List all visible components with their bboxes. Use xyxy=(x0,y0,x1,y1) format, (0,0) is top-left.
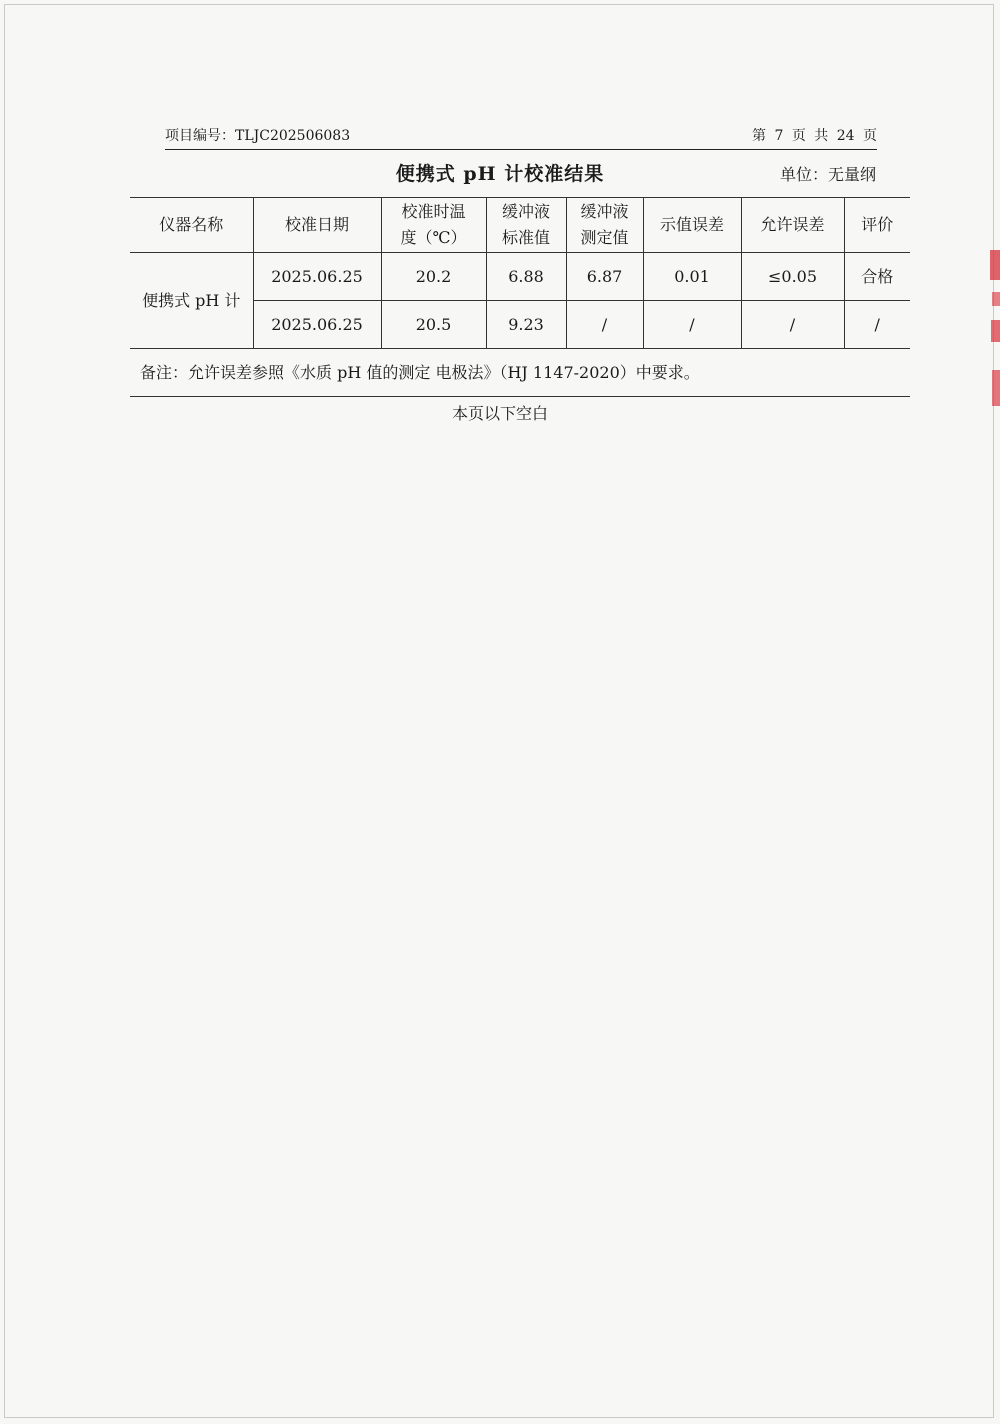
cell-allowed: / xyxy=(741,301,844,349)
cell-standard: 6.88 xyxy=(486,253,566,301)
cell-date: 2025.06.25 xyxy=(253,253,381,301)
project-number: 项目编号：TLJC202506083 xyxy=(165,128,351,144)
cell-temp: 20.5 xyxy=(381,301,486,349)
cell-date: 2025.06.25 xyxy=(253,301,381,349)
cell-measured: 6.87 xyxy=(566,253,643,301)
cell-temp: 20.2 xyxy=(381,253,486,301)
document-title: 便携式 pH 计校准结果 xyxy=(395,163,605,185)
header-error: 示值误差 xyxy=(643,198,741,253)
cell-measured: / xyxy=(566,301,643,349)
header-date: 校准日期 xyxy=(253,198,381,253)
cell-error: 0.01 xyxy=(643,253,741,301)
header-evaluation: 评价 xyxy=(844,198,910,253)
blank-page-notice: 本页以下空白 xyxy=(451,404,548,423)
header-meas-line2: 测定值 xyxy=(580,228,629,247)
remark: 备注：允许误差参照《水质 pH 值的测定 电极法》（HJ 1147-2020）中要求。 xyxy=(130,349,910,397)
page-header xyxy=(165,121,877,150)
table-header-row xyxy=(130,198,910,253)
instrument-name: 便携式 pH 计 xyxy=(130,253,253,349)
header-meas-line1: 缓冲液 xyxy=(580,202,629,221)
cell-error: / xyxy=(643,301,741,349)
header-temp-line2: 度（℃） xyxy=(400,228,467,247)
seal-stamp-edge xyxy=(986,240,1000,440)
cell-eval: / xyxy=(844,301,910,349)
header-temp-line1: 校准时温 xyxy=(401,202,466,221)
unit-label: 单位：无量纲 xyxy=(779,165,876,184)
header-measured xyxy=(566,198,643,253)
table-row xyxy=(130,253,910,301)
header-allowed-error: 允许误差 xyxy=(741,198,844,253)
header-std-line1: 缓冲液 xyxy=(501,202,550,221)
header-instrument: 仪器名称 xyxy=(130,198,253,253)
header-temperature xyxy=(381,198,486,253)
calibration-table xyxy=(130,197,910,349)
header-std-line2: 标准值 xyxy=(501,228,550,247)
header-standard xyxy=(486,198,566,253)
cell-eval: 合格 xyxy=(844,253,910,301)
cell-allowed: ≤0.05 xyxy=(741,253,844,301)
page-number: 第 7 页 共 24 页 xyxy=(752,128,877,144)
cell-standard: 9.23 xyxy=(486,301,566,349)
